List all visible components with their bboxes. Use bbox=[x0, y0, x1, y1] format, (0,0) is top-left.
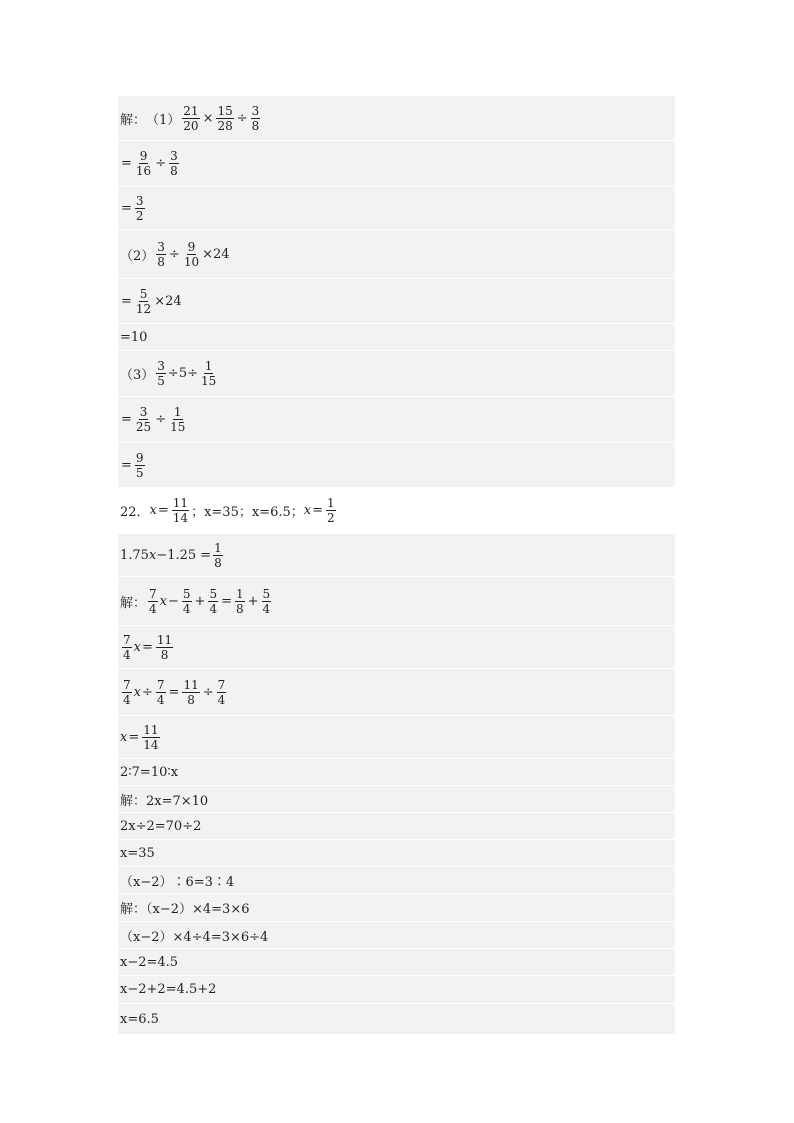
denominator: 5 bbox=[157, 374, 165, 388]
numerator: 5 bbox=[262, 586, 271, 601]
denominator: 20 bbox=[183, 118, 199, 133]
coefficient: 1.75 bbox=[120, 547, 149, 563]
numerator: 3 bbox=[135, 193, 144, 208]
question-number: 22． bbox=[120, 504, 150, 520]
numerator: 9 bbox=[139, 149, 148, 163]
denominator: 25 bbox=[135, 420, 152, 434]
solution-prefix: 解： bbox=[120, 112, 147, 128]
denominator: 4 bbox=[123, 692, 131, 707]
denominator: 15 bbox=[170, 420, 186, 434]
denominator: 4 bbox=[156, 692, 165, 707]
variable: x bbox=[133, 639, 141, 655]
numerator: 5 bbox=[139, 286, 148, 301]
fraction bbox=[156, 679, 166, 706]
equation-1-step-1 bbox=[118, 577, 675, 625]
equation-1-step-2 bbox=[118, 626, 675, 668]
operator: ÷ bbox=[155, 156, 167, 171]
numerator: 7 bbox=[217, 677, 226, 692]
denominator: 12 bbox=[135, 301, 152, 316]
proportion-2-step-2 bbox=[118, 922, 675, 948]
numerator: 3 bbox=[139, 405, 148, 419]
fraction bbox=[156, 241, 166, 268]
operator: + bbox=[247, 593, 259, 609]
operator: = bbox=[121, 200, 132, 216]
denominator: 4 bbox=[182, 601, 191, 616]
denominator: 4 bbox=[209, 601, 218, 616]
proportion-2-line bbox=[118, 867, 675, 893]
operator: + bbox=[194, 593, 206, 609]
numerator: 7 bbox=[123, 677, 131, 692]
equation-text: x=6.5 bbox=[120, 1011, 159, 1027]
operator: − bbox=[168, 593, 179, 609]
denominator: 8 bbox=[170, 164, 178, 178]
numerator: 3 bbox=[157, 239, 165, 254]
problem-1-step-2 bbox=[118, 187, 675, 229]
fraction bbox=[182, 105, 199, 132]
operator: = bbox=[221, 593, 232, 609]
operator: = bbox=[121, 412, 132, 427]
problem-2-step-1 bbox=[118, 279, 675, 323]
fraction bbox=[172, 497, 189, 524]
problem-label: （1） bbox=[146, 112, 181, 128]
numerator: 3 bbox=[251, 103, 260, 118]
equation-1-step-3 bbox=[118, 669, 675, 715]
operator: ÷ bbox=[141, 684, 153, 700]
fraction bbox=[217, 679, 227, 706]
operator-text: ×24 bbox=[202, 246, 230, 262]
numerator: 15 bbox=[217, 103, 233, 118]
proportion-1-line bbox=[118, 759, 675, 785]
numerator: 11 bbox=[156, 632, 173, 647]
fraction bbox=[183, 241, 200, 268]
denominator: 14 bbox=[172, 510, 189, 525]
operator: = bbox=[121, 293, 132, 309]
problem-2-line bbox=[118, 230, 675, 278]
equation-text: 2x÷2=70÷2 bbox=[120, 818, 202, 834]
denominator: 10 bbox=[183, 254, 200, 269]
numerator: 5 bbox=[182, 586, 191, 601]
fraction bbox=[216, 105, 233, 132]
numerator: 1 bbox=[327, 495, 335, 510]
fraction bbox=[148, 588, 158, 615]
denominator: 4 bbox=[123, 647, 131, 662]
fraction bbox=[156, 634, 173, 661]
operator-text: ×24 bbox=[154, 293, 182, 309]
fraction bbox=[208, 588, 218, 615]
numerator: 11 bbox=[172, 495, 189, 510]
operator: = bbox=[157, 502, 169, 518]
proportion-2-step-5 bbox=[118, 1004, 675, 1034]
operator: × bbox=[202, 110, 214, 126]
variable: x bbox=[149, 502, 157, 518]
operator: = bbox=[141, 639, 153, 655]
proportion-1-step-2 bbox=[118, 813, 675, 839]
fraction bbox=[251, 105, 261, 132]
answer-list: ；x=35；x=6.5； bbox=[191, 504, 304, 520]
fraction bbox=[200, 360, 217, 387]
numerator: 7 bbox=[149, 586, 157, 601]
problem-3-line bbox=[118, 351, 675, 396]
fraction bbox=[122, 634, 132, 661]
numerator: 1 bbox=[236, 586, 244, 601]
equation-1-step-4 bbox=[118, 716, 675, 758]
variable: x bbox=[159, 593, 167, 609]
equation-text: （x−2）×4÷4=3×6÷4 bbox=[120, 929, 269, 945]
denominator: 4 bbox=[217, 692, 226, 707]
variable: x bbox=[303, 502, 312, 518]
operator: ÷ bbox=[202, 684, 214, 700]
equation-1-line bbox=[118, 534, 675, 576]
fraction bbox=[169, 406, 186, 433]
operator: = bbox=[312, 502, 323, 518]
numerator: 1 bbox=[204, 359, 213, 373]
operator: ÷ bbox=[155, 412, 167, 427]
variable: x bbox=[148, 547, 157, 563]
denominator: 14 bbox=[143, 737, 159, 752]
denominator: 28 bbox=[217, 118, 233, 133]
proportion-1-step-1 bbox=[118, 786, 675, 812]
numerator: 1 bbox=[173, 405, 182, 419]
equation-text: x−2+2=4.5+2 bbox=[120, 982, 217, 997]
denominator: 2 bbox=[327, 510, 335, 525]
problem-1-line bbox=[118, 96, 675, 140]
equation-text: 2∶7=10∶x bbox=[120, 764, 179, 780]
operator-text: ÷5÷ bbox=[167, 366, 198, 381]
operator: ÷ bbox=[236, 110, 248, 126]
operator: = bbox=[128, 729, 140, 745]
fraction bbox=[135, 452, 145, 479]
denominator: 16 bbox=[135, 164, 152, 178]
denominator: 8 bbox=[251, 118, 260, 133]
denominator: 2 bbox=[135, 208, 144, 223]
proportion-1-step-3 bbox=[118, 840, 675, 866]
numerator: 7 bbox=[123, 632, 131, 647]
solution-prefix: 解： bbox=[120, 595, 147, 611]
fraction bbox=[262, 588, 272, 615]
problem-label: （2） bbox=[120, 248, 155, 264]
denominator: 8 bbox=[157, 254, 165, 269]
operator: ÷ bbox=[168, 246, 180, 262]
numerator: 5 bbox=[209, 586, 218, 601]
fraction bbox=[156, 360, 166, 387]
variable: x bbox=[120, 729, 128, 745]
numerator: 21 bbox=[183, 103, 199, 118]
problem-3-step-2 bbox=[118, 443, 675, 487]
problem-label: （3） bbox=[120, 368, 155, 383]
numerator: 11 bbox=[183, 677, 199, 692]
problem-2-step-2 bbox=[118, 324, 675, 350]
denominator: 8 bbox=[214, 555, 222, 570]
denominator: 8 bbox=[236, 601, 244, 616]
operator: = bbox=[121, 457, 132, 473]
fraction bbox=[182, 588, 192, 615]
denominator: 4 bbox=[149, 601, 157, 616]
result-text: =10 bbox=[120, 329, 148, 345]
proportion-2-step-1 bbox=[118, 894, 675, 921]
fraction bbox=[135, 150, 152, 177]
equation-text: x=35 bbox=[120, 845, 155, 861]
fraction bbox=[213, 542, 223, 569]
denominator: 15 bbox=[200, 374, 217, 388]
numerator: 3 bbox=[157, 359, 165, 373]
fraction bbox=[122, 679, 132, 706]
fraction bbox=[326, 497, 336, 524]
fraction bbox=[235, 588, 245, 615]
denominator: 8 bbox=[187, 692, 195, 707]
fraction bbox=[169, 150, 179, 177]
numerator: 3 bbox=[170, 149, 178, 163]
fraction bbox=[142, 724, 159, 751]
denominator: 8 bbox=[160, 647, 169, 662]
equation-text: x−2=4.5 bbox=[120, 954, 179, 970]
numerator: 11 bbox=[143, 722, 159, 737]
operator: = bbox=[168, 684, 180, 700]
variable: x bbox=[133, 684, 141, 700]
operator: = bbox=[121, 156, 132, 171]
proportion-2-step-3 bbox=[118, 949, 675, 975]
question-22-answer bbox=[118, 488, 675, 532]
denominator: 5 bbox=[135, 465, 144, 480]
denominator: 4 bbox=[262, 601, 271, 616]
fraction bbox=[182, 679, 199, 706]
numerator: 9 bbox=[187, 239, 196, 254]
operator-text: −1.25 = bbox=[156, 547, 212, 563]
numerator: 7 bbox=[156, 677, 165, 692]
equation-text: （x−2）∶6=3∶4 bbox=[120, 874, 235, 890]
fraction bbox=[135, 195, 145, 222]
numerator: 9 bbox=[135, 450, 144, 465]
numerator: 1 bbox=[214, 540, 222, 555]
problem-1-step-1 bbox=[118, 141, 675, 186]
problem-3-step-1 bbox=[118, 397, 675, 442]
equation-text: 解：（x−2）×4=3×6 bbox=[120, 902, 250, 917]
proportion-2-step-4 bbox=[118, 976, 675, 1003]
fraction bbox=[135, 288, 152, 315]
fraction bbox=[135, 406, 152, 433]
equation-text: 解：2x=7×10 bbox=[120, 793, 209, 809]
